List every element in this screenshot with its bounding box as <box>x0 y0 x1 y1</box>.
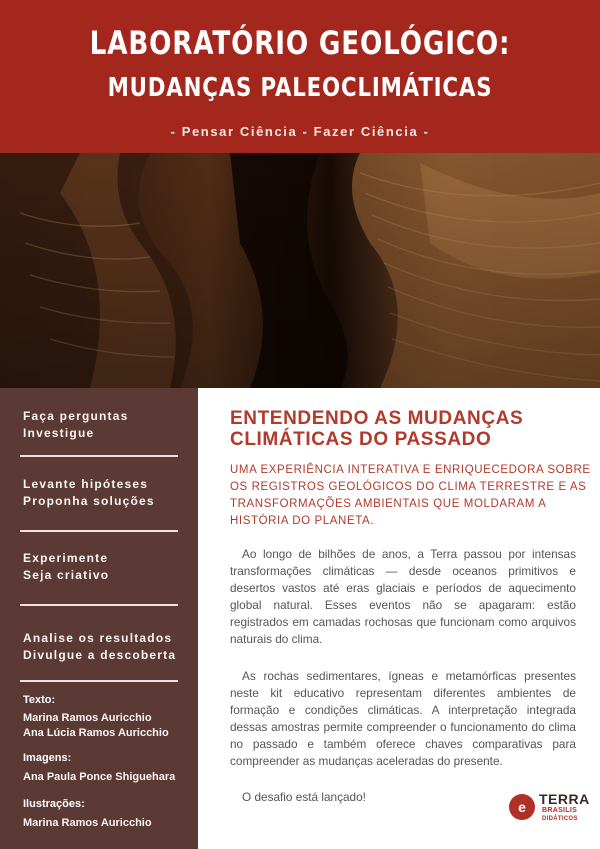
step-4 <box>23 630 176 664</box>
step-3-line-1: Experimente <box>23 551 109 565</box>
step-2-line-1: Levante hipóteses <box>23 477 149 491</box>
credits-texto-name-2: Ana Lúcia Ramos Auricchio <box>23 727 169 739</box>
paragraph-1: Ao longo de bilhões de anos, a Terra passou por intensas transformações climáticas — desde oceanos primitivos e desertos vastos até eras glaciais e períodos de aquecimento global natural. Esses eventos não se apagaram: estão registrados em camadas rochosas que funcionam como arquivos naturais do clima. <box>230 547 576 646</box>
section-heading-line-2: CLIMÁTICAS DO PASSADO <box>230 429 492 450</box>
credits-imagens-name-1: Ana Paula Ponce Shiguehara <box>23 771 176 783</box>
sidebar-divider <box>20 455 178 457</box>
title-line-2: MUDANÇAS PALEOCLIMÁTICAS <box>107 73 493 103</box>
sidebar-panel <box>0 388 198 849</box>
terra-brasilis-logo <box>509 790 599 835</box>
tagline: - Pensar Ciência - Fazer Ciência - <box>170 124 430 139</box>
step-1-line-1: Faça perguntas <box>23 409 129 423</box>
logo-subtitle-2: DIDÁTICOS <box>542 816 578 822</box>
step-3-line-2: Seja criativo <box>23 568 110 582</box>
step-4-line-2: Divulgue a descoberta <box>23 648 177 662</box>
section-subheading: UMA EXPERIÊNCIA INTERATIVA E ENRIQUECEDORA SOBRE OS REGISTROS GEOLÓGICOS DO CLIMA TERRESTRE E AS TRANSFORMAÇÕES AMBIENTAIS QUE MOLDARAM A HISTÓRIA DO PLANETA. <box>230 464 591 527</box>
sidebar-divider <box>20 530 178 532</box>
step-4-line-1: Analise os resultados <box>23 631 173 645</box>
sidebar-divider <box>20 680 178 682</box>
step-1 <box>23 408 129 442</box>
step-2 <box>23 476 155 510</box>
step-2-line-2: Proponha soluções <box>23 494 155 508</box>
credits-texto-name-1: Marina Ramos Auricchio <box>23 712 152 724</box>
credits-ilustracoes-label: Ilustrações: <box>23 798 85 810</box>
header-banner <box>0 0 600 153</box>
globe-icon: e <box>509 794 535 820</box>
logo-subtitle-1: BRASILIS <box>542 807 578 814</box>
closing-line: O desafio está lançado! <box>242 790 366 804</box>
step-3 <box>23 550 109 584</box>
credits-ilustracoes-name-1: Marina Ramos Auricchio <box>23 817 152 829</box>
logo-name: TERRA <box>539 791 590 807</box>
section-heading-line-1: ENTENDENDO AS MUDANÇAS <box>230 408 524 429</box>
rock-layers-image <box>0 153 600 388</box>
step-1-line-2: Investigue <box>23 426 95 440</box>
paragraph-2: As rochas sedimentares, ígneas e metamórficas presentes neste kit educativo representam diferentes ambientes de formação e condições climáticas. A interpretação integrada dessas amostras permite compreender o funcionamento do clima no passado e também oferece chaves comparativas para compreender as mudanças aceleradas do presente. <box>230 669 576 768</box>
section-heading <box>230 408 590 450</box>
credits-texto-label: Texto: <box>23 694 56 706</box>
credits-imagens-label: Imagens: <box>23 752 72 764</box>
title-line-1: LABORATÓRIO GEOLÓGICO: <box>89 24 511 62</box>
main-content <box>198 388 600 849</box>
sidebar-divider <box>20 604 178 606</box>
canyon-rock-photo <box>0 153 600 388</box>
